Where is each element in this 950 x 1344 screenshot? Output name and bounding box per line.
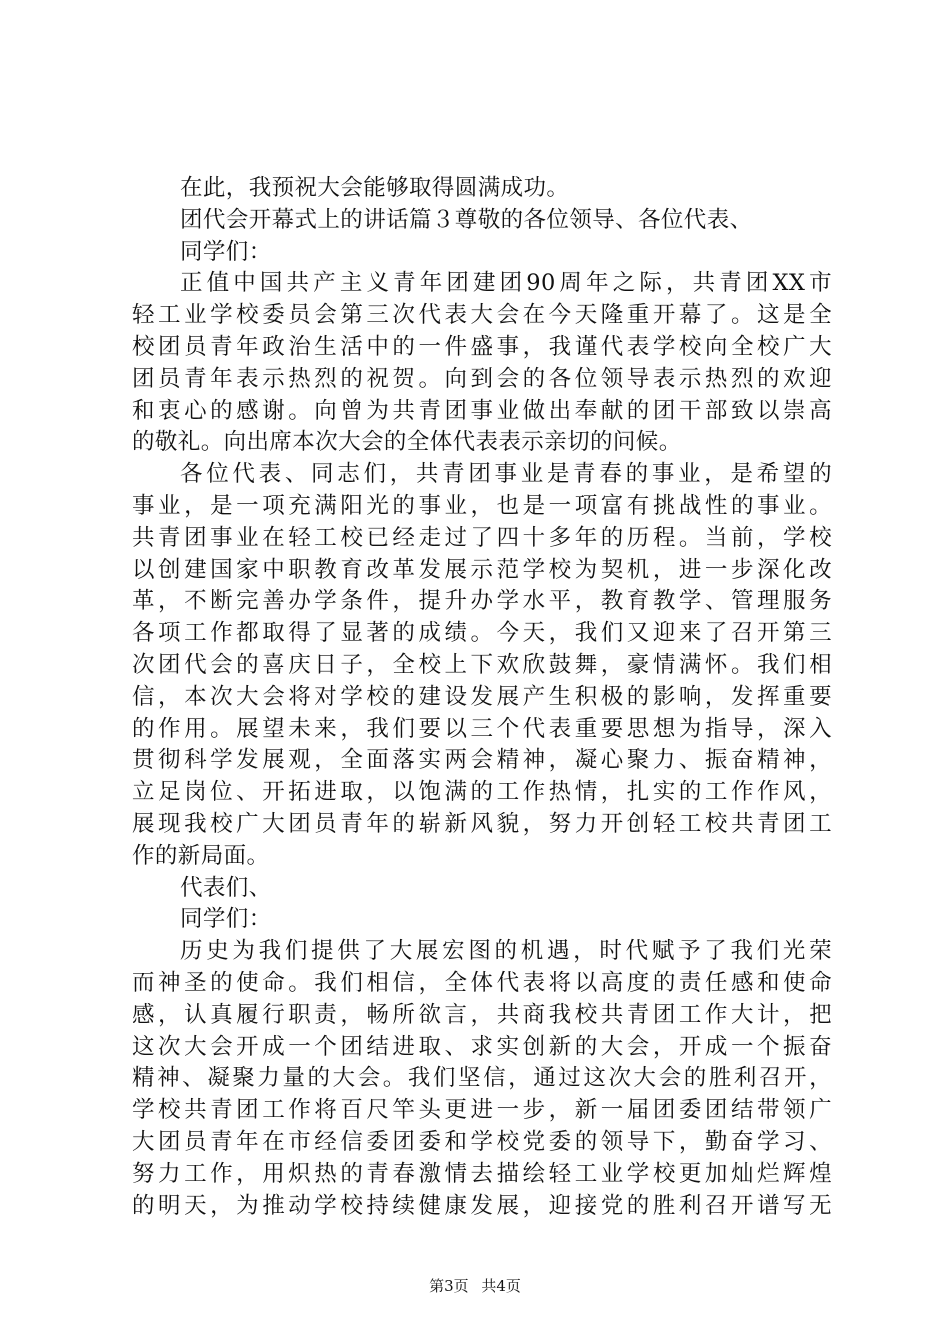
text-line: 以创建国家中职教育改革发展示范学校为契机，进一步深化改 (132, 556, 832, 583)
page-number: 第3页 (429, 1277, 469, 1295)
text-line: 而神圣的使命。我们相信，全体代表将以高度的责任感和使命 (132, 969, 832, 996)
text-line: 努力工作，用炽热的青春激情去描绘轻工业学校更加灿烂辉煌 (132, 1160, 832, 1187)
text-line: 共青团事业在轻工校已经走过了四十多年的历程。当前，学校 (132, 524, 832, 551)
text-line: 感，认真履行职责，畅所欲言，共商我校共青团工作大计，把 (132, 1001, 832, 1028)
page-footer (0, 1276, 950, 1296)
text-line: 的敬礼。向出席本次大会的全体代表表示亲切的问候。 (132, 429, 682, 456)
text-line: 这次大会开成一个团结进取、求实创新的大会，开成一个振奋 (132, 1033, 832, 1060)
text-line: 展现我校广大团员青年的崭新风貌，努力开创轻工校共青团工 (132, 810, 832, 837)
text-line: 立足岗位、开拓进取，以饱满的工作热情，扎实的工作作风， (132, 779, 832, 806)
text-line: 团代会开幕式上的讲话篇３尊敬的各位领导、各位代表、 (180, 206, 753, 233)
text-line: 在此，我预祝大会能够取得圆满成功。 (180, 175, 570, 201)
page-total: 共4页 (481, 1277, 521, 1295)
text-line: 革，不断完善办学条件，提升办学水平，教育教学、管理服务 (132, 588, 832, 615)
text-line: 轻工业学校委员会第三次代表大会在今天隆重开幕了。这是全 (132, 302, 832, 329)
text-line: 信，本次大会将对学校的建设发展产生积极的影响，发挥重要 (132, 683, 832, 710)
text-line: 校团员青年政治生活中的一件盛事，我谨代表学校向全校广大 (132, 333, 832, 360)
text-line: 正值中国共产主义青年团建团90周年之际，共青团XX市 (180, 270, 832, 297)
text-line: 事业，是一项充满阳光的事业，也是一项富有挑战性的事业。 (132, 492, 832, 519)
text-line: 和衷心的感谢。向曾为共青团事业做出奉献的团干部致以崇高 (132, 397, 832, 424)
text-line: 次团代会的喜庆日子，全校上下欢欣鼓舞，豪情满怀。我们相 (132, 651, 832, 678)
document-body (132, 173, 832, 1222)
text-line: 同学们： (180, 906, 272, 933)
text-line: 各位代表、同志们，共青团事业是青春的事业，是希望的 (180, 461, 832, 488)
text-line: 历史为我们提供了大展宏图的机遇，时代赋予了我们光荣 (180, 938, 832, 965)
text-line: 各项工作都取得了显著的成绩。今天，我们又迎来了召开第三 (132, 620, 832, 647)
text-line: 同学们： (180, 238, 272, 265)
text-line: 团员青年表示热烈的祝贺。向到会的各位领导表示热烈的欢迎 (132, 365, 832, 392)
text-line: 大团员青年在市经信委团委和学校党委的领导下，勤奋学习、 (132, 1128, 832, 1155)
text-line: 学校共青团工作将百尺竿头更进一步，新一届团委团结带领广 (132, 1097, 832, 1124)
text-line: 的作用。展望未来，我们要以三个代表重要思想为指导，深入 (132, 715, 832, 742)
text-line: 作的新局面。 (132, 842, 270, 869)
text-line: 贯彻科学发展观，全面落实两会精神，凝心聚力、振奋精神， (132, 747, 832, 774)
text-line: 代表们、 (180, 874, 272, 901)
text-line: 精神、凝聚力量的大会。我们坚信，通过这次大会的胜利召开， (132, 1065, 832, 1092)
text-line: 的明天，为推动学校持续健康发展，迎接党的胜利召开谱写无 (132, 1192, 832, 1219)
